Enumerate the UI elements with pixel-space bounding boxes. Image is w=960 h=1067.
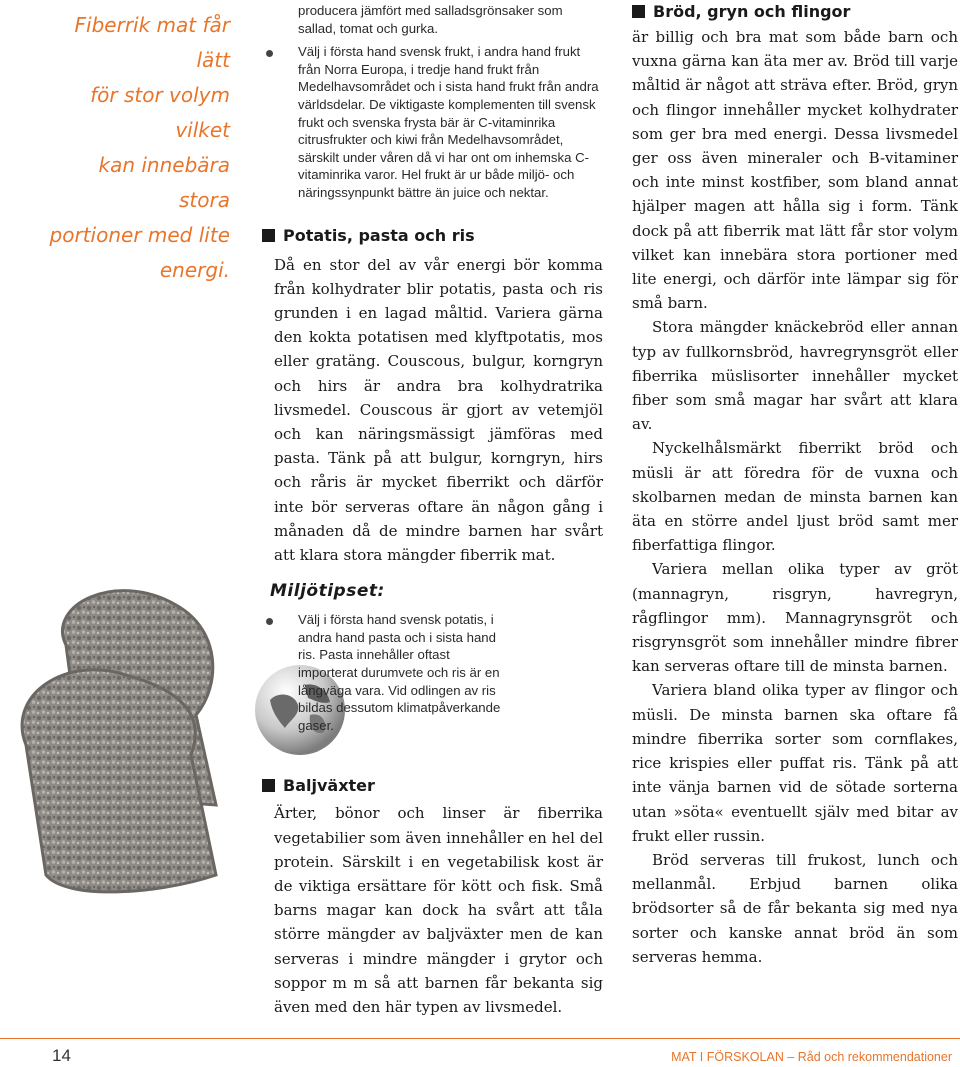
section-body-brod: [632, 25, 958, 969]
footer-title: MAT I FÖRSKOLAN – Råd och rekommendationer: [671, 1050, 952, 1064]
footer-divider: [0, 1038, 960, 1039]
square-bullet-icon: [262, 779, 275, 792]
paragraph: Bröd serveras till frukost, lunch och mellanmål. Erbjud barnen olika brödsorter så de får bekanta sig med nya sorter och kanske annat bröd än som serveras hemma.: [632, 850, 958, 966]
bullet-dot-icon: [266, 50, 273, 57]
pull-quote-line: Fiberrik mat får lätt: [74, 13, 230, 72]
paragraph: Nyckelhålsmärkt fiberrikt bröd och müsli är att föredra för de vuxna och skolbarnen medan de minsta barnen kan äta en större andel ljust bröd samt mer fiberfattiga flingor.: [632, 439, 958, 555]
bread-image: [6, 575, 256, 905]
bullet-text: Välj i första hand svensk potatis, i andra hand pasta och i sista hand ris. Pasta innehåller oftast importerat durumvete och ris är en långväga vara. Vid odlingen av ris bildas dessutom klimatpåverkande gaser.: [298, 612, 501, 733]
bullet-item: [258, 43, 603, 201]
section-heading-label: Bröd, gryn och flingor: [653, 2, 851, 21]
paragraph: Stora mängder knäckebröd eller annan typ av fullkornsbröd, havregrynsgröt eller fiberrika müslisorter innehåller mycket fiber som små magar har svårt att klara av.: [632, 318, 958, 434]
bullet-dot-icon: [266, 618, 273, 625]
section-heading-brod: [632, 2, 958, 21]
section-heading-label: Baljväxter: [283, 776, 375, 796]
section-heading-potatis: [258, 226, 603, 245]
pull-quote-line: kan innebära stora: [98, 153, 230, 212]
miljotipset-heading: Miljötipset:: [270, 581, 385, 602]
page-number: 14: [52, 1046, 71, 1065]
square-bullet-icon: [262, 229, 275, 242]
section-body-baljvaxter: Ärter, bönor och linser är fiberrika vegetabilier som även innehåller en hel del protein. Särskilt i en vegetabilisk kost är de viktiga ersättare för kött och fisk. Små barns magar kan dock ha svårt att tåla större mängder av baljväxter men de kan serveras i mindre mängder i grytor och soppor m m så att barnen får bekanta sig även med den här typen av livsmedel.: [274, 804, 603, 1016]
paragraph: Variera mellan olika typer av gröt (mannagryn, risgryn, havregryn, rågflingor mm). Mannagrynsgröt och risgrynsgröt som innehåller mindre fibrer kan serveras oftare till de minsta barnen.: [632, 560, 958, 676]
pull-quote-line: för stor volym vilket: [90, 83, 230, 142]
right-column: [632, 2, 958, 969]
paragraph: Variera bland olika typer av flingor och müsli. De minsta barnen ska oftare få mindre fiberrika sorter som cornflakes, rice krispies eller puffat ris. Tänk på att inte vänja barnen vid de sötade sorterna utan »söta« eventuellt själv med bitar av frukt eller russin.: [632, 681, 958, 845]
section-heading-label: Potatis, pasta och ris: [283, 225, 475, 245]
pull-quote: [48, 8, 230, 288]
square-bullet-icon: [632, 5, 645, 18]
middle-column: [258, 2, 603, 1019]
section-body-potatis: Då en stor del av vår energi bör komma från kolhydrater blir potatis, pasta och ris grunden i en lagad måltid. Variera gärna den kokta potatisen med klyftpotatis, mos eller gratäng. Couscous, bulgur, korngryn och hirs är andra bra kolhydratrika livsmedel. Couscous är gjort av vetemjöl och kan näringsmässigt jämföras med pasta. Tänk på att bulgur, korngryn, hirs och råris är mycket fiberrikt och därför inte bör serveras oftare än någon gång i månaden då de mindre barnen har svårt att klara stora mängder fiberrik mat.: [274, 255, 603, 564]
continued-text: producera jämfört med salladsgrönsaker som sallad, tomat och gurka.: [298, 3, 563, 36]
bullet-text: Välj i första hand svensk frukt, i andra hand frukt från Norra Europa, i tredje hand frukt från Medelhavsområdet och i sista hand frukt från andra världsdelar. De viktigaste komplementen till svensk frukt och svenska frysta bär är C-vitaminrika citrusfrukter och kiwi från Medelhavsområdet, särskilt under våren då vi har ont om inhemska C-vitaminrika varor. Hel frukt är ur både miljö- och näringssynpunkt bättre än juice och nektar.: [298, 44, 599, 200]
bullet-item: [258, 611, 603, 734]
paragraph: är billig och bra mat som både barn och vuxna gärna kan äta mer av. Bröd till varje måltid är något att sträva efter. Bröd, gryn och flingor innehåller mycket kolhydrater som ger bra med energi. Dessa livsmedel ger oss även mineraler och B-vitaminer och inte minst kostfiber, som bland annat hjälper magen att hålla sig i form. Tänk dock på att fiberrik mat lätt får stor volym vilket kan innebära stora portioner med lite energi, och därför inte lämpar sig för små barn.: [632, 28, 958, 313]
section-heading-baljvaxter: [258, 776, 603, 795]
pull-quote-line: energi.: [159, 258, 230, 282]
pull-quote-line: portioner med lite: [49, 223, 230, 247]
